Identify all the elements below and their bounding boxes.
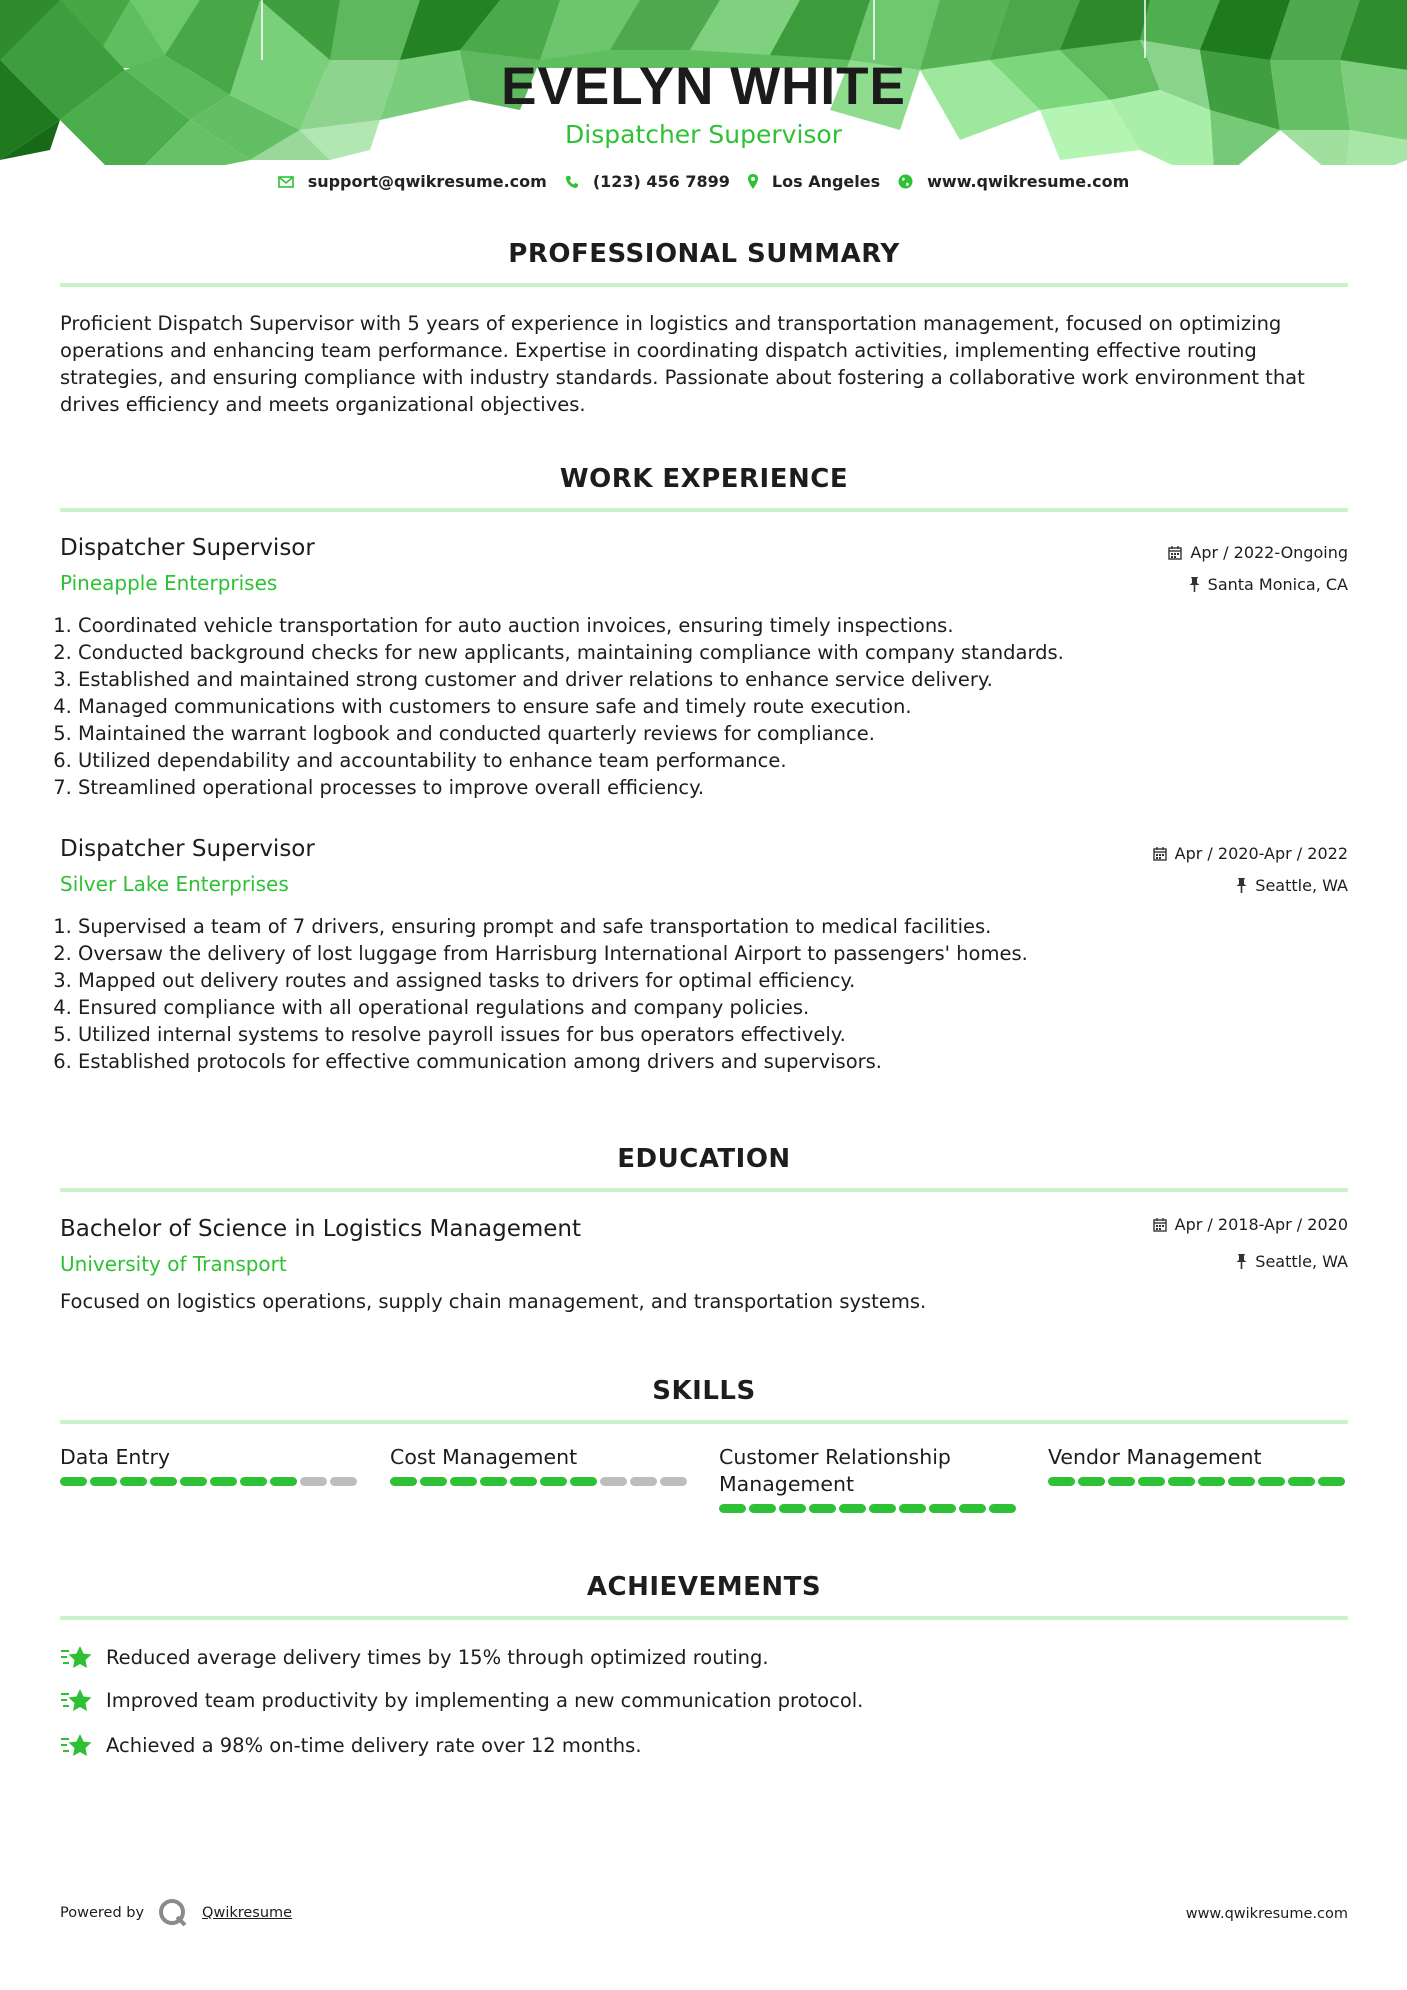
- skill-dot-filled: [540, 1477, 567, 1486]
- summary-divider: [60, 283, 1348, 287]
- list-item: 3. Mapped out delivery routes and assigned tasks to drivers for optimal efficiency.: [78, 967, 1368, 994]
- job-2-title: Dispatcher Supervisor: [60, 836, 315, 862]
- qwikresume-link[interactable]: Qwikresume: [202, 1905, 293, 1921]
- list-item: 2. Oversaw the delivery of lost luggage from Harrisburg International Airport to passengers' homes.: [78, 940, 1368, 967]
- list-item: 5. Utilized internal systems to resolve payroll issues for bus operators effectively.: [78, 1021, 1368, 1048]
- skill-dot-filled: [779, 1504, 806, 1513]
- skill-dot-empty: [330, 1477, 357, 1486]
- job-1-bullets: [60, 612, 1368, 801]
- skill-dot-filled: [570, 1477, 597, 1486]
- job-2-dates-text: Apr / 2020-Apr / 2022: [1174, 844, 1348, 863]
- achievement-item: [60, 1732, 642, 1758]
- education-location: [1236, 1252, 1348, 1271]
- skill-vendor-management: [1048, 1444, 1348, 1486]
- list-item: 1. Supervised a team of 7 drivers, ensuring prompt and safe transportation to medical facilities.: [78, 913, 1368, 940]
- candidate-title: Dispatcher Supervisor: [565, 120, 842, 149]
- education-description: Focused on logistics operations, supply chain management, and transportation systems.: [60, 1290, 927, 1313]
- envelope-icon: [278, 176, 294, 188]
- achievements-divider: [60, 1616, 1348, 1620]
- list-item: 7. Streamlined operational processes to improve overall efficiency.: [78, 774, 1368, 801]
- skill-dot-filled: [390, 1477, 417, 1486]
- skill-dot-filled: [210, 1477, 237, 1486]
- experience-divider: [60, 508, 1348, 512]
- contact-email-text: support@qwikresume.com: [307, 172, 547, 191]
- achievement-item: [60, 1644, 769, 1670]
- skill-name: Data Entry: [60, 1445, 171, 1469]
- skill-dot-filled: [809, 1504, 836, 1513]
- contact-website-text: www.qwikresume.com: [927, 172, 1130, 191]
- calendar-icon: [1153, 847, 1167, 861]
- skill-dot-filled: [1228, 1477, 1255, 1486]
- contact-email[interactable]: [278, 172, 547, 191]
- job-1-company: Pineapple Enterprises: [60, 571, 278, 595]
- education-dates-text: Apr / 2018-Apr / 2020: [1174, 1215, 1348, 1234]
- skill-dot-filled: [1288, 1477, 1315, 1486]
- job-1-location: [1189, 575, 1348, 594]
- pushpin-icon: [1236, 1254, 1247, 1269]
- skill-data-entry: [60, 1444, 360, 1486]
- job-2-company: Silver Lake Enterprises: [60, 872, 289, 896]
- achievement-text: Achieved a 98% on-time delivery rate over 12 months.: [106, 1733, 642, 1757]
- pushpin-icon: [1236, 878, 1247, 893]
- skill-dot-filled: [869, 1504, 896, 1513]
- education-location-text: Seattle, WA: [1255, 1252, 1348, 1271]
- map-marker-icon: [748, 174, 758, 189]
- skill-dot-filled: [60, 1477, 87, 1486]
- skill-dot-empty: [630, 1477, 657, 1486]
- job-2-location-text: Seattle, WA: [1255, 876, 1348, 895]
- list-item: 4. Managed communications with customers to ensure safe and timely route execution.: [78, 693, 1368, 720]
- list-item: 6. Established protocols for effective communication among drivers and supervisors.: [78, 1048, 1368, 1075]
- achievement-item: [60, 1687, 863, 1713]
- candidate-name: EVELYN WHITE: [501, 57, 906, 116]
- skill-dot-empty: [660, 1477, 687, 1486]
- skill-dot-filled: [90, 1477, 117, 1486]
- skill-name: Vendor Management: [1048, 1445, 1262, 1469]
- skill-dot-filled: [839, 1504, 866, 1513]
- star-icon: [60, 1732, 92, 1758]
- achievement-text: Reduced average delivery times by 15% through optimized routing.: [106, 1645, 769, 1669]
- summary-heading: PROFESSIONAL SUMMARY: [508, 239, 900, 269]
- skills-heading: SKILLS: [652, 1376, 756, 1406]
- skill-dot-filled: [899, 1504, 926, 1513]
- summary-text: Proficient Dispatch Supervisor with 5 years of experience in logistics and transportation management, focused on optimizing operations and enhancing team performance. Expertise in coordinating dispatch activities, implementing effective routing strategies, and ensuring compliance with industry standards. Passionate about fostering a collaborative work environment that drives efficiency and meets organizational objectives.: [60, 312, 1305, 416]
- skill-dot-filled: [450, 1477, 477, 1486]
- education-heading: EDUCATION: [617, 1144, 791, 1174]
- globe-icon: [898, 174, 913, 189]
- qwikresume-logo-icon: [158, 1898, 188, 1928]
- job-2-location: [1236, 876, 1348, 895]
- skill-dot-filled: [749, 1504, 776, 1513]
- phone-icon: [565, 175, 579, 189]
- skill-dot-filled: [1078, 1477, 1105, 1486]
- skill-dot-filled: [1048, 1477, 1075, 1486]
- skill-rating: [390, 1477, 690, 1486]
- footer-website[interactable]: www.qwikresume.com: [1185, 1906, 1348, 1922]
- education-divider: [60, 1188, 1348, 1192]
- skill-dot-empty: [300, 1477, 327, 1486]
- skill-dot-filled: [929, 1504, 956, 1513]
- skill-name: Customer Relationship Management: [719, 1445, 951, 1496]
- job-2-dates: [1153, 844, 1348, 863]
- pushpin-icon: [1189, 577, 1200, 592]
- skill-dot-filled: [1318, 1477, 1345, 1486]
- education-dates: [1153, 1215, 1348, 1234]
- skills-divider: [60, 1420, 1348, 1424]
- skill-dot-filled: [989, 1504, 1016, 1513]
- list-item: 2. Conducted background checks for new applicants, maintaining compliance with company standards.: [78, 639, 1368, 666]
- job-1-dates-text: Apr / 2022-Ongoing: [1190, 543, 1348, 562]
- skill-dot-filled: [1108, 1477, 1135, 1486]
- skill-dot-filled: [480, 1477, 507, 1486]
- skill-dot-filled: [719, 1504, 746, 1513]
- skill-dot-filled: [120, 1477, 147, 1486]
- skill-rating: [1048, 1477, 1348, 1486]
- skill-dot-filled: [180, 1477, 207, 1486]
- skill-dot-filled: [270, 1477, 297, 1486]
- job-2-bullets: [60, 913, 1368, 1075]
- contact-bar: [0, 172, 1407, 191]
- skill-dot-filled: [240, 1477, 267, 1486]
- achievement-text: Improved team productivity by implementing a new communication protocol.: [106, 1688, 864, 1712]
- skill-dot-filled: [420, 1477, 447, 1486]
- skill-cost-management: [390, 1444, 690, 1486]
- skill-dot-filled: [150, 1477, 177, 1486]
- contact-website[interactable]: [898, 172, 1129, 191]
- skill-name: Cost Management: [390, 1445, 578, 1469]
- skill-dot-filled: [1198, 1477, 1225, 1486]
- contact-location: [748, 172, 880, 191]
- skill-customer-relationship-management: [719, 1444, 1019, 1513]
- experience-heading: WORK EXPERIENCE: [559, 464, 849, 494]
- calendar-icon: [1168, 546, 1182, 560]
- contact-phone[interactable]: [565, 172, 730, 191]
- skill-dot-filled: [959, 1504, 986, 1513]
- education-school: University of Transport: [60, 1252, 287, 1276]
- skill-rating: [719, 1504, 1019, 1513]
- skill-dot-filled: [1258, 1477, 1285, 1486]
- list-item: 5. Maintained the warrant logbook and conducted quarterly reviews for compliance.: [78, 720, 1368, 747]
- achievements-heading: ACHIEVEMENTS: [586, 1572, 822, 1602]
- star-icon: [60, 1687, 92, 1713]
- contact-phone-text: (123) 456 7899: [592, 172, 730, 191]
- skill-dot-filled: [1168, 1477, 1195, 1486]
- star-icon: [60, 1644, 92, 1670]
- list-item: 1. Coordinated vehicle transportation for auto auction invoices, ensuring timely inspections.: [78, 612, 1368, 639]
- job-1-title: Dispatcher Supervisor: [60, 535, 315, 561]
- contact-location-text: Los Angeles: [771, 172, 881, 191]
- job-1-location-text: Santa Monica, CA: [1207, 575, 1348, 594]
- skill-dot-empty: [600, 1477, 627, 1486]
- list-item: 3. Established and maintained strong customer and driver relations to enhance service delivery.: [78, 666, 1368, 693]
- education-degree: Bachelor of Science in Logistics Management: [60, 1216, 582, 1242]
- list-item: 4. Ensured compliance with all operational regulations and company policies.: [78, 994, 1368, 1021]
- footer-powered-by: [60, 1898, 292, 1928]
- job-1-dates: [1168, 543, 1348, 562]
- powered-by-label: Powered by: [60, 1905, 145, 1921]
- skill-dot-filled: [1138, 1477, 1165, 1486]
- skill-rating: [60, 1477, 360, 1486]
- calendar-icon: [1153, 1218, 1167, 1232]
- skill-dot-filled: [510, 1477, 537, 1486]
- list-item: 6. Utilized dependability and accountability to enhance team performance.: [78, 747, 1368, 774]
